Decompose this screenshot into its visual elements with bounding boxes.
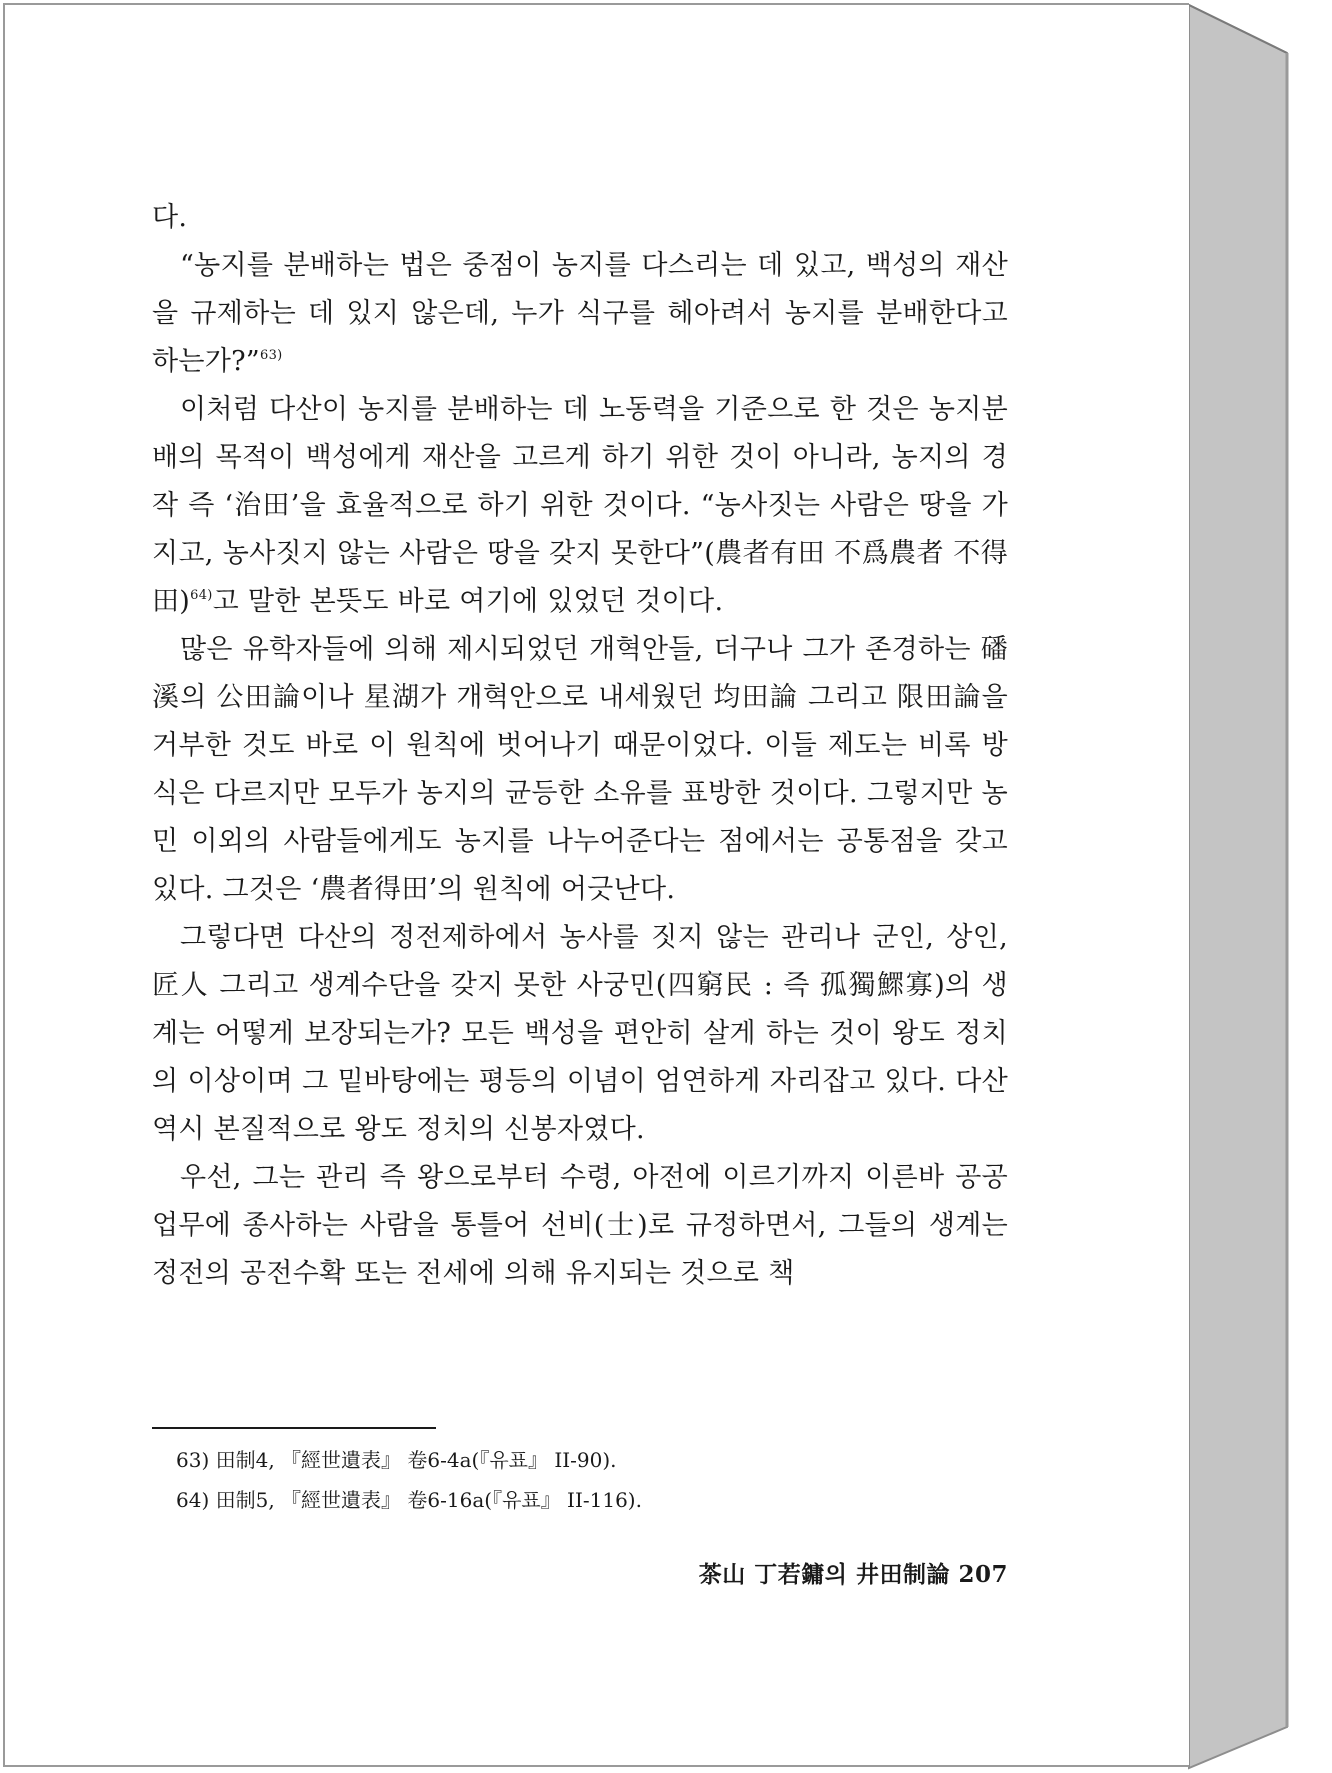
body-text	[152, 194, 1008, 1298]
footnote-ref: 63)	[260, 348, 283, 363]
paragraph: 우선, 그는 관리 즉 왕으로부터 수령, 아전에 이르기까지 이른바 공공업무에 종사하는 사람을 통틀어 선비(士)로 규정하면서, 그들의 생계는 정전의 공전수확 또는 전세에 의해 유지되는 것으로 책	[152, 1162, 1008, 1289]
footnotes	[176, 1440, 996, 1520]
paragraph: 이처럼 다산이 농지를 분배하는 데 노동력을 기준으로 한 것은 농지분배의 목적이 백성에게 재산을 고르게 하기 위한 것이 아니라, 농지의 경작 즉 ‘治田’을 효율적으로 하기 위한 것이다. “농사짓는 사람은 땅을 가지고, 농사짓지 않는 사람은 땅을 갖지 못한다”(農者有田 不爲農者 不得田)$^{64)}$고 말한 본뜻도 바로 여기에 있었던 것이다.	[152, 394, 1008, 617]
running-footer: 茶山 丁若鏞의 井田制論 207	[698, 1561, 1008, 1588]
paragraph: 다.	[152, 202, 188, 233]
paragraph: 많은 유학자들에 의해 제시되었던 개혁안들, 더구나 그가 존경하는 磻溪의 公田論이나 星湖가 개혁안으로 내세웠던 均田論 그리고 限田論을 거부한 것도 바로 이 원칙에 벗어나기 때문이었다. 이들 제도는 비록 방식은 다르지만 모두가 농지의 균등한 소유를 표방한 것이다. 그렇지만 농민 이외의 사람들에게도 농지를 나누어준다는 점에서는 공통점을 갖고 있다. 그것은 ‘農者得田’의 원칙에 어긋난다.	[152, 634, 1008, 905]
footnote: 63) 田制4, 『經世遺表』 卷6-4a(『유표』 II-90).	[176, 1448, 617, 1472]
paragraph: 그렇다면 다산의 정전제하에서 농사를 짓지 않는 관리나 군인, 상인, 匠人 그리고 생계수단을 갖지 못한 사궁민(四窮民 : 즉 孤獨鰥寡)의 생계는 어떻게 보장되는가? 모든 백성을 편안히 살게 하는 것이 왕도 정치의 이상이며 그 밑바탕에는 평등의 이념이 엄연하게 자리잡고 있다. 다산 역시 본질적으로 왕도 정치의 신봉자였다.	[152, 922, 1008, 1145]
footnote-ref: 64)	[190, 588, 213, 603]
paragraph-quote: “농지를 분배하는 법은 중점이 농지를 다스리는 데 있고, 백성의 재산을 규제하는 데 있지 않은데, 누가 식구를 헤아려서 농지를 분배한다고 하는가?”$^{63)}$	[152, 250, 1008, 377]
footnote-divider	[152, 1427, 436, 1429]
footnote: 64) 田制5, 『經世遺表』 卷6-16a(『유표』 II-116).	[176, 1488, 642, 1512]
